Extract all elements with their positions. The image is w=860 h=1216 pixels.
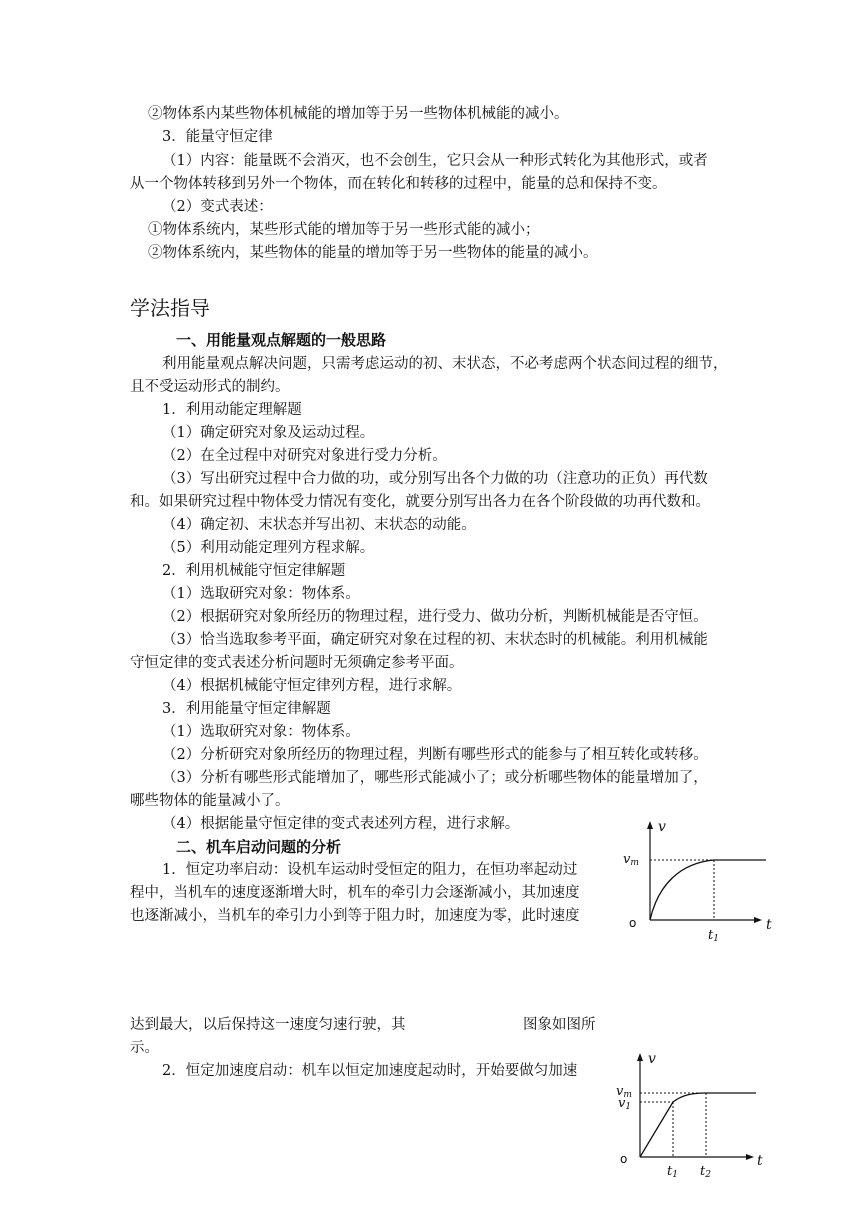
text-line: ②物体系统内，某些物体的能量的增加等于另一些物体的能量的减小。 xyxy=(148,245,598,261)
text-line: 3．能量守恒定律 xyxy=(162,129,273,145)
text-line: 3．利用能量守恒定律解题 xyxy=(162,701,331,717)
x-axis-label: t xyxy=(757,1153,763,1169)
text-line: （1）选取研究对象：物体系。 xyxy=(162,586,360,602)
origin-label: o xyxy=(620,1152,628,1166)
vm-label: vm xyxy=(623,852,639,868)
origin-label: o xyxy=(629,916,637,930)
y-axis-label: v xyxy=(648,1051,656,1067)
text-line: （4）根据机械能守恒定律列方程，进行求解。 xyxy=(162,678,462,694)
text-line: 守恒定律的变式表述分析问题时无须确定参考平面。 xyxy=(130,655,464,671)
x-axis-label: t xyxy=(766,917,772,933)
y-axis-arrow xyxy=(637,1053,643,1061)
text-line: 1．恒定功率启动：设机车运动时受恒定的阻力，在恒功率起动过 xyxy=(162,862,578,878)
velocity-curve xyxy=(650,860,766,920)
text-line: 1．利用动能定理解题 xyxy=(162,402,302,418)
y-axis-arrow xyxy=(647,821,653,829)
text-line: 从一个物体转移到另外一个物体，而在转化和转移的过程中，能量的总和保持不变。 xyxy=(130,176,667,192)
text-line: 示。 xyxy=(130,1040,159,1056)
text-line: （2）根据研究对象所经历的物理过程，进行受力、做功分析，判断机械能是否守恒。 xyxy=(162,609,708,625)
text-line: （3）写出研究过程中合力做的功，或分别写出各个力做的功（注意功的正负）再代数 xyxy=(162,471,708,487)
text-line: 哪些物体的能量减小了。 xyxy=(130,793,290,809)
text-line: （1）确定研究对象及运动过程。 xyxy=(162,425,375,441)
text-line: ①物体系统内，某些形式能的增加等于另一些形式能的减小； xyxy=(148,222,540,238)
text-line: 图象如图所 xyxy=(523,1017,596,1033)
t2-label: t2 xyxy=(700,1164,711,1180)
x-axis-arrow xyxy=(754,917,762,923)
text-line: 利用能量观点解决问题，只需考虑运动的初、末状态，不必考虑两个状态间过程的细节， xyxy=(162,356,728,372)
text-line: （4）根据能量守恒定律的变式表述列方程，进行求解。 xyxy=(162,816,520,832)
text-line: （2）变式表述： xyxy=(162,199,273,215)
text-line: 2．利用机械能守恒定律解题 xyxy=(162,563,346,579)
t1-label: t1 xyxy=(708,928,719,944)
text-line: 达到最大，以后保持这一速度匀速行驶，其 xyxy=(130,1017,406,1033)
subsection-title: 二、机车启动问题的分析 xyxy=(176,838,342,856)
text-line: （3）分析有哪些形式能增加了，哪些形式能减小了；或分析哪些物体的能量增加了， xyxy=(162,770,708,786)
v-t-graph-constant-acceleration xyxy=(610,1045,780,1180)
v1-label: v1 xyxy=(618,1096,632,1112)
text-line: ②物体系内某些物体机械能的增加等于另一些物体机械能的减小。 xyxy=(148,106,569,122)
vm-label: vm xyxy=(616,1084,632,1100)
text-line: （2）在全过程中对研究对象进行受力分析。 xyxy=(162,448,447,464)
text-line: 和。如果研究过程中物体受力情况有变化，就要分别写出各力在各个阶段做的功再代数和。 xyxy=(130,494,710,510)
text-line: （4）确定初、末状态并写出初、末状态的动能。 xyxy=(162,517,476,533)
velocity-curve xyxy=(640,1093,756,1157)
text-line: （5）利用动能定理列方程求解。 xyxy=(162,540,375,556)
text-line: （1）选取研究对象：物体系。 xyxy=(162,724,360,740)
t1-label: t1 xyxy=(667,1164,678,1180)
subsection-title: 一、用能量观点解题的一般思路 xyxy=(176,331,387,349)
text-line: 且不受运动形式的制约。 xyxy=(130,379,290,395)
section-title: 学法指导 xyxy=(130,296,210,320)
text-line: 程中，当机车的速度逐渐增大时，机车的牵引力会逐渐减小，其加速度 xyxy=(130,885,580,901)
v-t-graph-constant-power xyxy=(610,815,780,945)
x-axis-arrow xyxy=(746,1154,754,1160)
text-line: （3）恰当选取参考平面，确定研究对象在过程的初、末状态时的机械能。利用机械能 xyxy=(162,632,708,648)
y-axis-label: v xyxy=(658,819,666,835)
text-line: 也逐渐减小，当机车的牵引力小到等于阻力时，加速度为零，此时速度 xyxy=(130,908,580,924)
text-line: （1）内容：能量既不会消灭，也不会创生，它只会从一种形式转化为其他形式，或者 xyxy=(162,153,708,169)
text-line: （2）分析研究对象所经历的物理过程，判断有哪些形式的能参与了相互转化或转移。 xyxy=(162,747,708,763)
text-line: 2．恒定加速度启动：机车以恒定加速度起动时，开始要做匀加速 xyxy=(162,1063,578,1079)
